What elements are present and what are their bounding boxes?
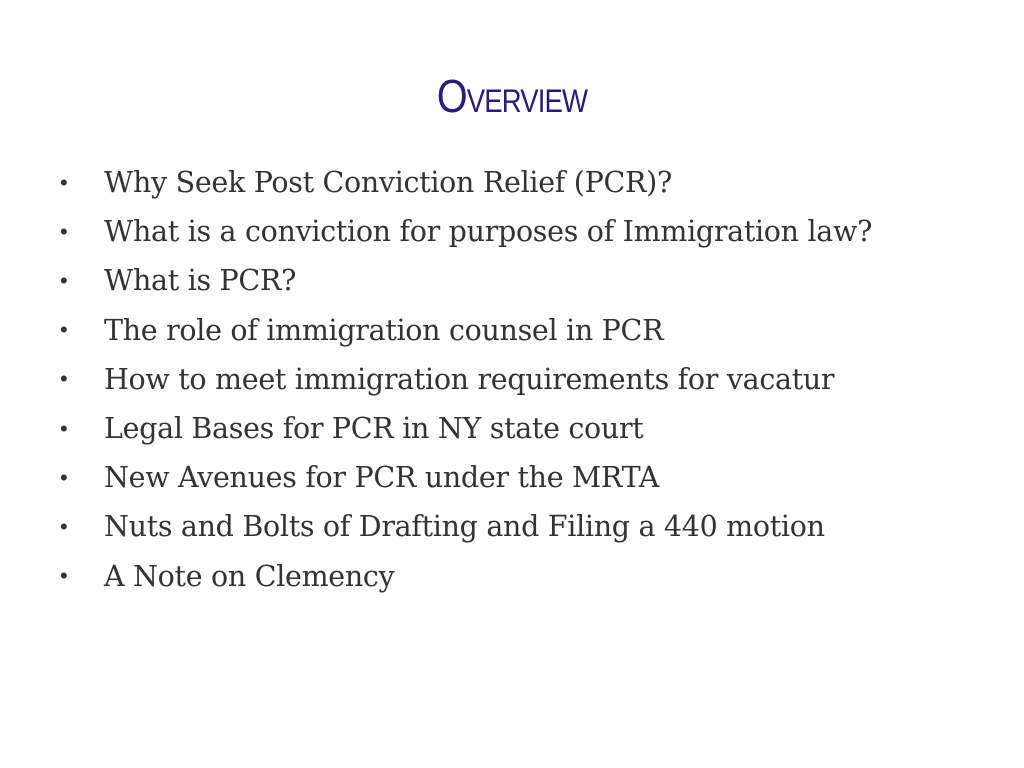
bullet-icon: •	[60, 317, 68, 343]
bullet-item	[56, 158, 996, 207]
bullet-text: What is PCR?	[104, 264, 297, 298]
bullet-item	[56, 306, 996, 355]
bullet-item	[56, 404, 996, 453]
bullet-item	[56, 207, 996, 256]
bullet-item	[56, 502, 996, 551]
bullet-list	[56, 158, 996, 601]
slide-title: Overview	[436, 70, 588, 122]
bullet-item	[56, 256, 996, 305]
bullet-text: What is a conviction for purposes of Immigration law?	[104, 215, 873, 249]
bullet-text: New Avenues for PCR under the MRTA	[104, 461, 660, 495]
bullet-item	[56, 552, 996, 601]
bullet-item	[56, 355, 996, 404]
bullet-icon: •	[60, 218, 68, 244]
bullet-text: A Note on Clemency	[104, 559, 395, 593]
bullet-text: How to meet immigration requirements for vacatur	[104, 362, 835, 396]
bullet-text: The role of immigration counsel in PCR	[104, 313, 664, 347]
bullet-icon: •	[60, 563, 68, 589]
bullet-text: Nuts and Bolts of Drafting and Filing a 440 motion	[104, 510, 825, 544]
bullet-icon: •	[60, 366, 68, 392]
bullet-text: Legal Bases for PCR in NY state court	[104, 412, 644, 446]
bullet-icon: •	[60, 513, 68, 539]
bullet-item	[56, 453, 996, 502]
bullet-text: Why Seek Post Conviction Relief (PCR)?	[104, 166, 672, 200]
bullet-icon: •	[60, 464, 68, 490]
bullet-icon: •	[60, 415, 68, 441]
bullet-icon: •	[60, 267, 68, 293]
bullet-icon: •	[60, 169, 68, 195]
